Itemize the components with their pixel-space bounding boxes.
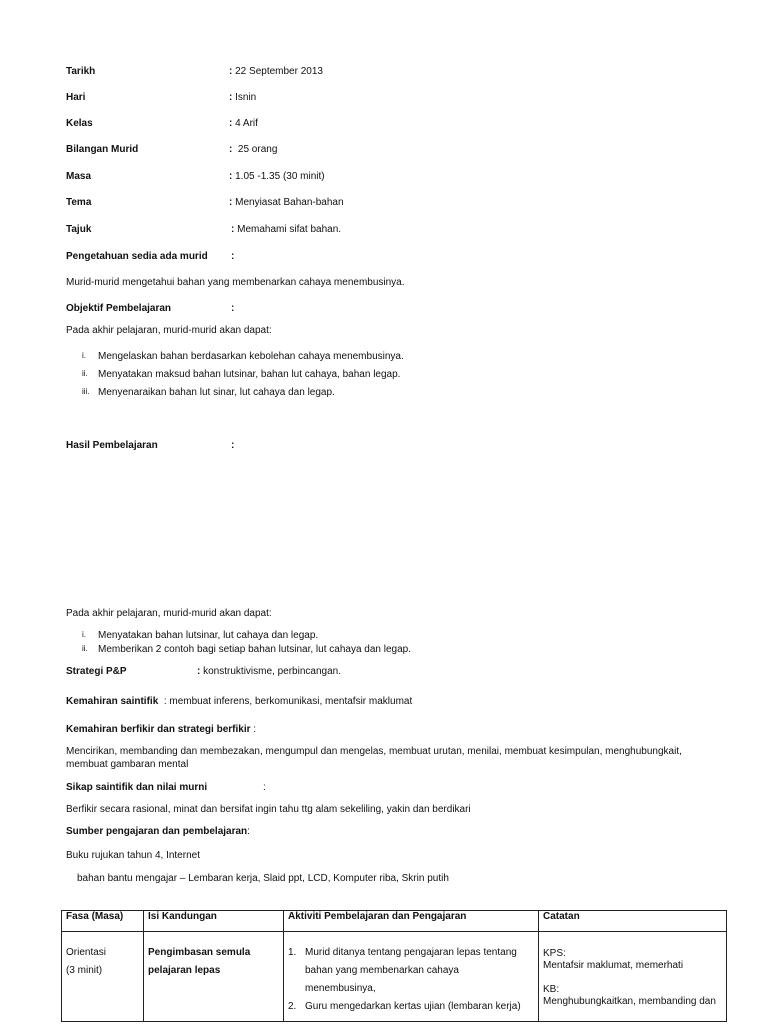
strategi-value: : konstruktivisme, perbincangan.: [197, 666, 341, 677]
catatan-kps-text: Mentafsir maklumat, memerhati: [543, 960, 684, 971]
hasil-label: Hasil Pembelajaran: [66, 440, 158, 451]
pengetahuan-colon: :: [231, 251, 235, 262]
table-header-row: [62, 911, 727, 932]
objektif-intro: Pada akhir pelajaran, murid-murid akan dapat:: [66, 325, 272, 336]
hasil-intro: Pada akhir pelajaran, murid-murid akan dapat:: [66, 608, 272, 619]
hasil-colon: :: [231, 440, 235, 451]
pengetahuan-label: Pengetahuan sedia ada murid: [66, 251, 208, 262]
tema-label: Tema: [66, 197, 92, 208]
strategi-label: Strategi P&P: [66, 666, 127, 677]
bilangan-value: : 25 orang: [229, 144, 278, 155]
sikap-text: Berfikir secara rasional, minat dan bersifat ingin tahu ttg alam sekeliling, yakin dan berdikari: [66, 804, 471, 815]
header-catatan: Catatan: [539, 911, 727, 932]
cell-isi: [144, 932, 284, 1022]
berfikir-heading: Kemahiran berfikir dan strategi berfikir :: [66, 724, 257, 735]
tarikh-label: Tarikh: [66, 66, 96, 77]
catatan-kps-label: KPS:: [543, 948, 566, 959]
tema-value: : Menyiasat Bahan-bahan: [229, 197, 344, 208]
kelas-value: : 4 Arif: [229, 118, 258, 129]
cell-fasa: [62, 932, 144, 1022]
tajuk-label: Tajuk: [66, 224, 92, 235]
berfikir-text-1: Mencirikan, membanding dan membezakan, mengumpul dan mengelas, membuat urutan, menilai, membuat kesimpulan, menghubungkait,: [66, 746, 682, 757]
sikap-label: Sikap saintifik dan nilai murni: [66, 782, 208, 793]
catatan-kb-text: Menghubungkaitkan, membanding dan: [543, 996, 716, 1007]
table-row: [62, 932, 727, 1022]
sumber-text-2: bahan bantu mengajar – Lembaran kerja, Slaid ppt, LCD, Komputer riba, Skrin putih: [77, 873, 449, 884]
isi-line-2: pelajaran lepas: [148, 965, 221, 976]
pengetahuan-text: Murid-murid mengetahui bahan yang membenarkan cahaya menembusinya.: [66, 277, 405, 288]
saintifik-line: Kemahiran saintifik : membuat inferens, berkomunikasi, mentafsir maklumat: [66, 696, 413, 707]
objektif-label: Objektif Pembelajaran: [66, 303, 172, 314]
cell-catatan: [539, 932, 727, 1022]
bilangan-label: Bilangan Murid: [66, 144, 139, 155]
tajuk-value: : Memahami sifat bahan.: [231, 224, 342, 235]
lesson-plan-page: Tarikh : 22 September 2013 Hari : Isnin Kelas : 4 Arif Bilangan Murid : 25 orang Masa : 1.05 -1.35 (30 minit) Tema : Menyiasat Bahan-bahan Tajuk : Memahami sifat bahan. Pengetahuan sedia ada murid : Murid-murid mengetahui bahan yang membenarkan cahaya menembusinya. Objektif Pembelajaran : Pada akhir pelajaran, murid-murid akan dapat: i. Mengelaskan bahan berdasarkan kebolehan cahaya menembusinya. ii. Menyatakan maksud bahan lutsinar, bahan lut cahaya, bahan legap. iii. Menyenaraikan bahan lut sinar, lut cahaya dan legap. Hasil Pembelajaran : Pada akhir pelajaran, murid-murid akan dapat: i. Menyatakan bahan lutsinar, lut cahaya dan legap. ii. Memberikan 2 contoh bagi setiap bahan lutsinar, lut cahaya dan legap. Strategi P&P : konstruktivisme, perbincangan. Kemahiran saintifik : membuat inferens, berkomunikasi, mentafsir maklumat Kemahiran berfikir dan strategi berfikir : Mencirikan, membanding dan membezakan, mengumpul dan mengelas, membuat urutan, menilai, membuat kesimpulan, menghubungkait, membuat gambaran mental Sikap saintifik dan nilai murni : Berfikir secara rasional, minat dan bersifat ingin tahu ttg alam sekeliling, yakin dan berdikari Sumber pengajaran dan pembelajaran: Buku rujukan tahun 4, Internet bahan bantu mengajar – Lembaran kerja, Slaid ppt, LCD, Komputer riba, Skrin putih Fasa (Masa) Isi Kandungan Aktiviti Pembelajaran dan Pengajaran Catatan Orientasi (3 minit) Pengimbasan semula pelajaran lepas 1. Murid ditanya tentang pengajaran lepas tentang bahan yang membenarkan cahaya menembusinya, 2. Guru mengedarkan kertas ujian (lembaran kerja) KPS: Mentafsir maklumat, memerhati KB: Menghubungkaitkan, membanding dan: [0, 0, 768, 1024]
header-isi: Isi Kandungan: [144, 911, 284, 932]
hari-label: Hari: [66, 92, 86, 103]
aktiviti-item: 1. Murid ditanya tentang pengajaran lepas tentang bahan yang membenarkan cahaya menembusinya,: [288, 947, 517, 994]
lesson-activity-table: [61, 910, 727, 1022]
kelas-label: Kelas: [66, 118, 93, 129]
sumber-heading: Sumber pengajaran dan pembelajaran:: [66, 826, 250, 837]
isi-line-1: Pengimbasan semula: [148, 947, 251, 958]
sikap-colon: :: [263, 782, 266, 793]
header-fasa: Fasa (Masa): [62, 911, 144, 932]
fasa-masa: (3 minit): [66, 965, 103, 976]
catatan-kb-label: KB:: [543, 984, 560, 995]
header-aktiviti: Aktiviti Pembelajaran dan Pengajaran: [284, 911, 539, 932]
aktiviti-item: 2. Guru mengedarkan kertas ujian (lembaran kerja): [288, 1001, 521, 1012]
sumber-text-1: Buku rujukan tahun 4, Internet: [66, 850, 200, 861]
objektif-colon: :: [231, 303, 235, 314]
masa-label: Masa: [66, 171, 92, 182]
cell-aktiviti: [284, 932, 539, 1022]
tarikh-value: : 22 September 2013: [229, 66, 323, 77]
fasa-name: Orientasi: [66, 947, 107, 958]
hari-value: : Isnin: [229, 92, 257, 103]
berfikir-text-2: membuat gambaran mental: [66, 759, 189, 770]
masa-value: : 1.05 -1.35 (30 minit): [229, 171, 325, 182]
